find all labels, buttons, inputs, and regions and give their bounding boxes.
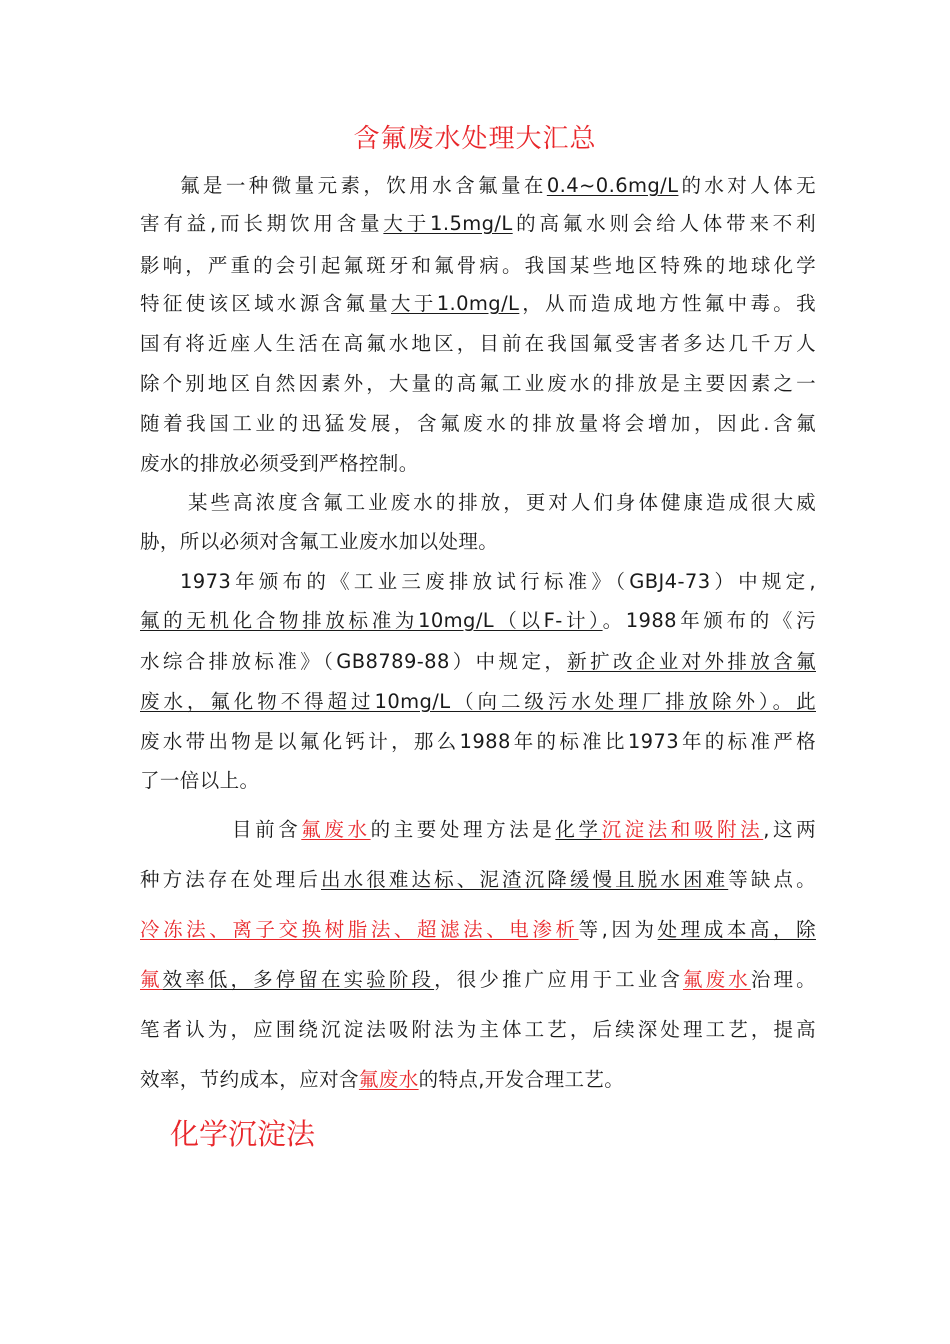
text-run: 水综合排放标准》（GB8789-88）中规定， bbox=[140, 650, 568, 673]
paragraph-line: 废水带出物是以氟化钙计，那么1988年的标准比1973年的标准严格 bbox=[140, 730, 816, 753]
underlined-text: 化学 bbox=[555, 818, 602, 841]
red-underlined-text: 沉淀法和吸附法 bbox=[601, 818, 764, 841]
paragraph-line bbox=[140, 816, 816, 844]
paragraph-line bbox=[140, 866, 816, 894]
paragraph-line: 了一倍以上。 bbox=[140, 769, 260, 792]
red-underlined-text: 冷冻法、离子交换树脂法、超滤法、电渗析 bbox=[140, 918, 579, 941]
paragraph-line bbox=[140, 916, 816, 944]
section-heading: 化学沉淀法 bbox=[170, 1117, 316, 1151]
paragraph-line: 胁，所以必须对含氟工业废水加以处理。 bbox=[140, 530, 499, 553]
underlined-text: 新扩改企业对外排放含氟 bbox=[567, 650, 816, 673]
paragraph-line: 废水的排放必须受到严格控制。 bbox=[140, 452, 419, 475]
text-run: 种方法存在处理后 bbox=[140, 868, 321, 891]
text-run: ,这两 bbox=[763, 818, 817, 841]
text-run: 特征使该区域水源含氟量 bbox=[140, 292, 392, 315]
paragraph-line bbox=[140, 607, 816, 635]
underlined-text: 出水很难达标、泥渣沉降缓慢且脱水困难 bbox=[321, 868, 729, 891]
underlined-text: 大于1.5mg/L bbox=[383, 212, 513, 235]
text-run: 治理。 bbox=[750, 968, 816, 991]
text-run: ，从而造成地方性氟中毒。我 bbox=[519, 292, 816, 315]
text-run: 的主要处理方法是 bbox=[370, 818, 556, 841]
underlined-text: 处理成本高，除 bbox=[657, 918, 816, 941]
text-run: 氟是一种微量元素，饮用水含氟量在 bbox=[180, 174, 547, 197]
paragraph-line: 除个别地区自然因素外，大量的高氟工业废水的排放是主要因素之一 bbox=[140, 372, 816, 395]
paragraph-line bbox=[140, 290, 816, 318]
red-underlined-text: 氟 bbox=[140, 968, 163, 991]
paragraph-line: 1973年颁布的《工业三废排放试行标准》（GBJ4-73）中规定, bbox=[180, 570, 816, 593]
underlined-text: 效率低，多停留在实验阶段 bbox=[162, 968, 435, 991]
text-run: 目前含 bbox=[232, 818, 302, 841]
paragraph-line: 某些高浓度含氟工业废水的排放，更对人们身体健康造成很大威 bbox=[188, 491, 816, 514]
text-run: 等,因为 bbox=[578, 918, 658, 941]
paragraph-line: 影响，严重的会引起氟斑牙和氟骨病。我国某些地区特殊的地球化学 bbox=[140, 254, 816, 277]
text-run: 的特点,开发合理工艺。 bbox=[418, 1068, 625, 1091]
paragraph-line bbox=[140, 1066, 816, 1094]
text-run: 的水对人体无 bbox=[678, 174, 816, 197]
text-run: 等缺点。 bbox=[728, 868, 817, 891]
underlined-text: 废水，氟化物不得超过10mg/L（向二级污水处理厂排放除外）。此 bbox=[140, 690, 816, 713]
text-run: 效率，节约成本，应对含 bbox=[140, 1068, 359, 1091]
paragraph-line bbox=[140, 648, 816, 676]
underlined-text: 氟的无机化合物排放标准为10mg/L（以F-计） bbox=[140, 609, 603, 632]
underlined-text: 大于1.0mg/L bbox=[391, 292, 520, 315]
paragraph-line bbox=[140, 688, 816, 716]
paragraph-line bbox=[140, 966, 816, 994]
red-underlined-text: 氟废水 bbox=[358, 1068, 419, 1091]
text-run: 。1988年颁布的《污 bbox=[602, 609, 816, 632]
page-title: 含氟废水处理大汇总 bbox=[353, 124, 597, 154]
paragraph-line bbox=[140, 172, 816, 200]
red-underlined-text: 氟废水 bbox=[682, 968, 751, 991]
paragraph-line: 国有将近座人生活在高氟水地区，目前在我国氟受害者多达几千万人 bbox=[140, 332, 816, 355]
paragraph-line: 笔者认为，应围绕沉淀法吸附法为主体工艺，后续深处理工艺，提高 bbox=[140, 1018, 816, 1041]
text-run: 的高氟水则会给人体带来不利 bbox=[512, 212, 817, 235]
underlined-text: 0.4~0.6mg/L bbox=[546, 174, 679, 197]
text-run: 害有益,而长期饮用含量 bbox=[140, 212, 384, 235]
paragraph-line bbox=[140, 210, 816, 238]
paragraph-line: 随着我国工业的迅猛发展，含氟废水的排放量将会增加，因此.含氟 bbox=[140, 412, 816, 435]
text-run: ，很少推广应用于工业含 bbox=[434, 968, 683, 991]
red-underlined-text: 氟废水 bbox=[301, 818, 371, 841]
